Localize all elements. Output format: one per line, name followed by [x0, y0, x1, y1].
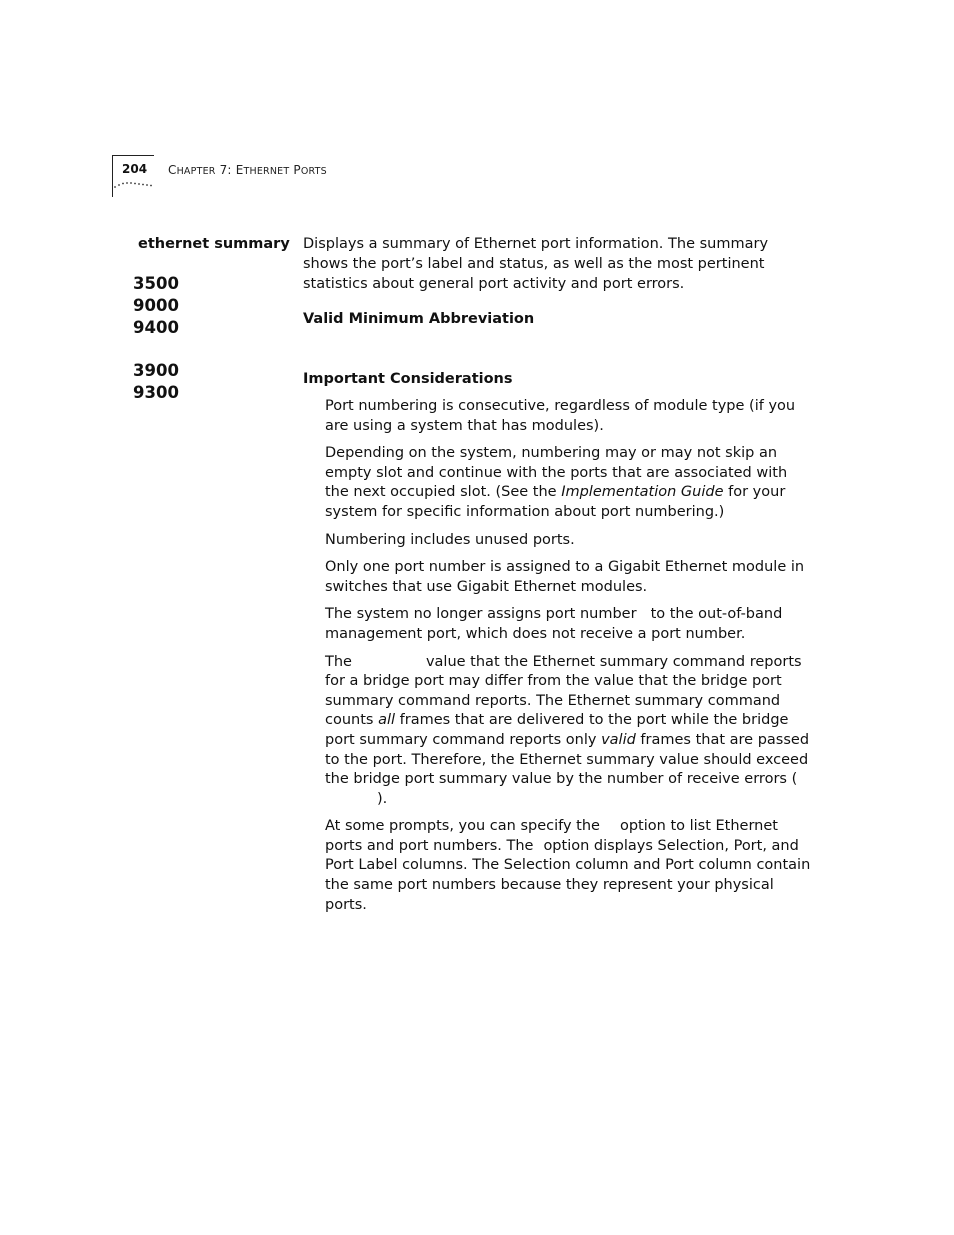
chapter-title: CHAPTER 7: ETHERNET PORTS	[168, 163, 327, 177]
header-dots-ornament	[113, 178, 155, 190]
valid-minimum-abbreviation-heading: Valid Minimum Abbreviation	[303, 311, 535, 327]
consideration-item: The system no longer assigns port number to the out-of-band management port, which does not receive a port number.	[325, 606, 783, 642]
platform-label: 9300	[133, 383, 179, 402]
header-rule-vertical	[112, 155, 113, 197]
consideration-item: Only one port number is assigned to a Gigabit Ethernet module in switches that use Gigabit Ethernet modules.	[325, 559, 805, 595]
consideration-item: Numbering includes unused ports.	[325, 531, 575, 548]
platform-label: 3500	[133, 274, 179, 293]
consideration-item: The value that the Ethernet summary command reports for a bridge port may differ from the value that the bridge port summary command reports. The Ethernet summary command counts all frames that are delivered to the port while the bridge port summary command reports only valid frames that are passed to the port. Therefore, the Ethernet summary value should exceed the bridge port summary value by the number of receive errors ().	[325, 653, 810, 807]
command-name: ethernet summary	[138, 236, 290, 252]
platform-list-group1	[133, 273, 179, 339]
consideration-item: Port numbering is consecutive, regardless of module type (if you are using a system that has modules).	[325, 398, 796, 434]
considerations-list	[325, 397, 815, 923]
header-rule-horizontal	[112, 155, 154, 156]
platform-label: 9400	[133, 318, 179, 337]
consideration-item: At some prompts, you can specify the option to list Ethernet ports and port numbers. The option displays Selection, Port, and Port Label columns. The Selection column and Port column contain the same port numbers because they represent your physical ports.	[325, 818, 811, 913]
platform-label: 3900	[133, 361, 179, 380]
important-considerations-heading: Important Considerations	[303, 371, 513, 387]
platform-list-group2	[133, 360, 179, 404]
consideration-item: Depending on the system, numbering may or may not skip an empty slot and continue with the ports that are associated with the next occupied slot. (See the Implementation Guide for your system for specific information about port numbering.)	[325, 445, 788, 520]
command-description: Displays a summary of Ethernet port information. The summary shows the port’s label and status, as well as the most pertinent statistics about general port activity and port errors.	[303, 236, 769, 292]
platform-label: 9000	[133, 296, 179, 315]
page-number: 204	[122, 162, 148, 176]
